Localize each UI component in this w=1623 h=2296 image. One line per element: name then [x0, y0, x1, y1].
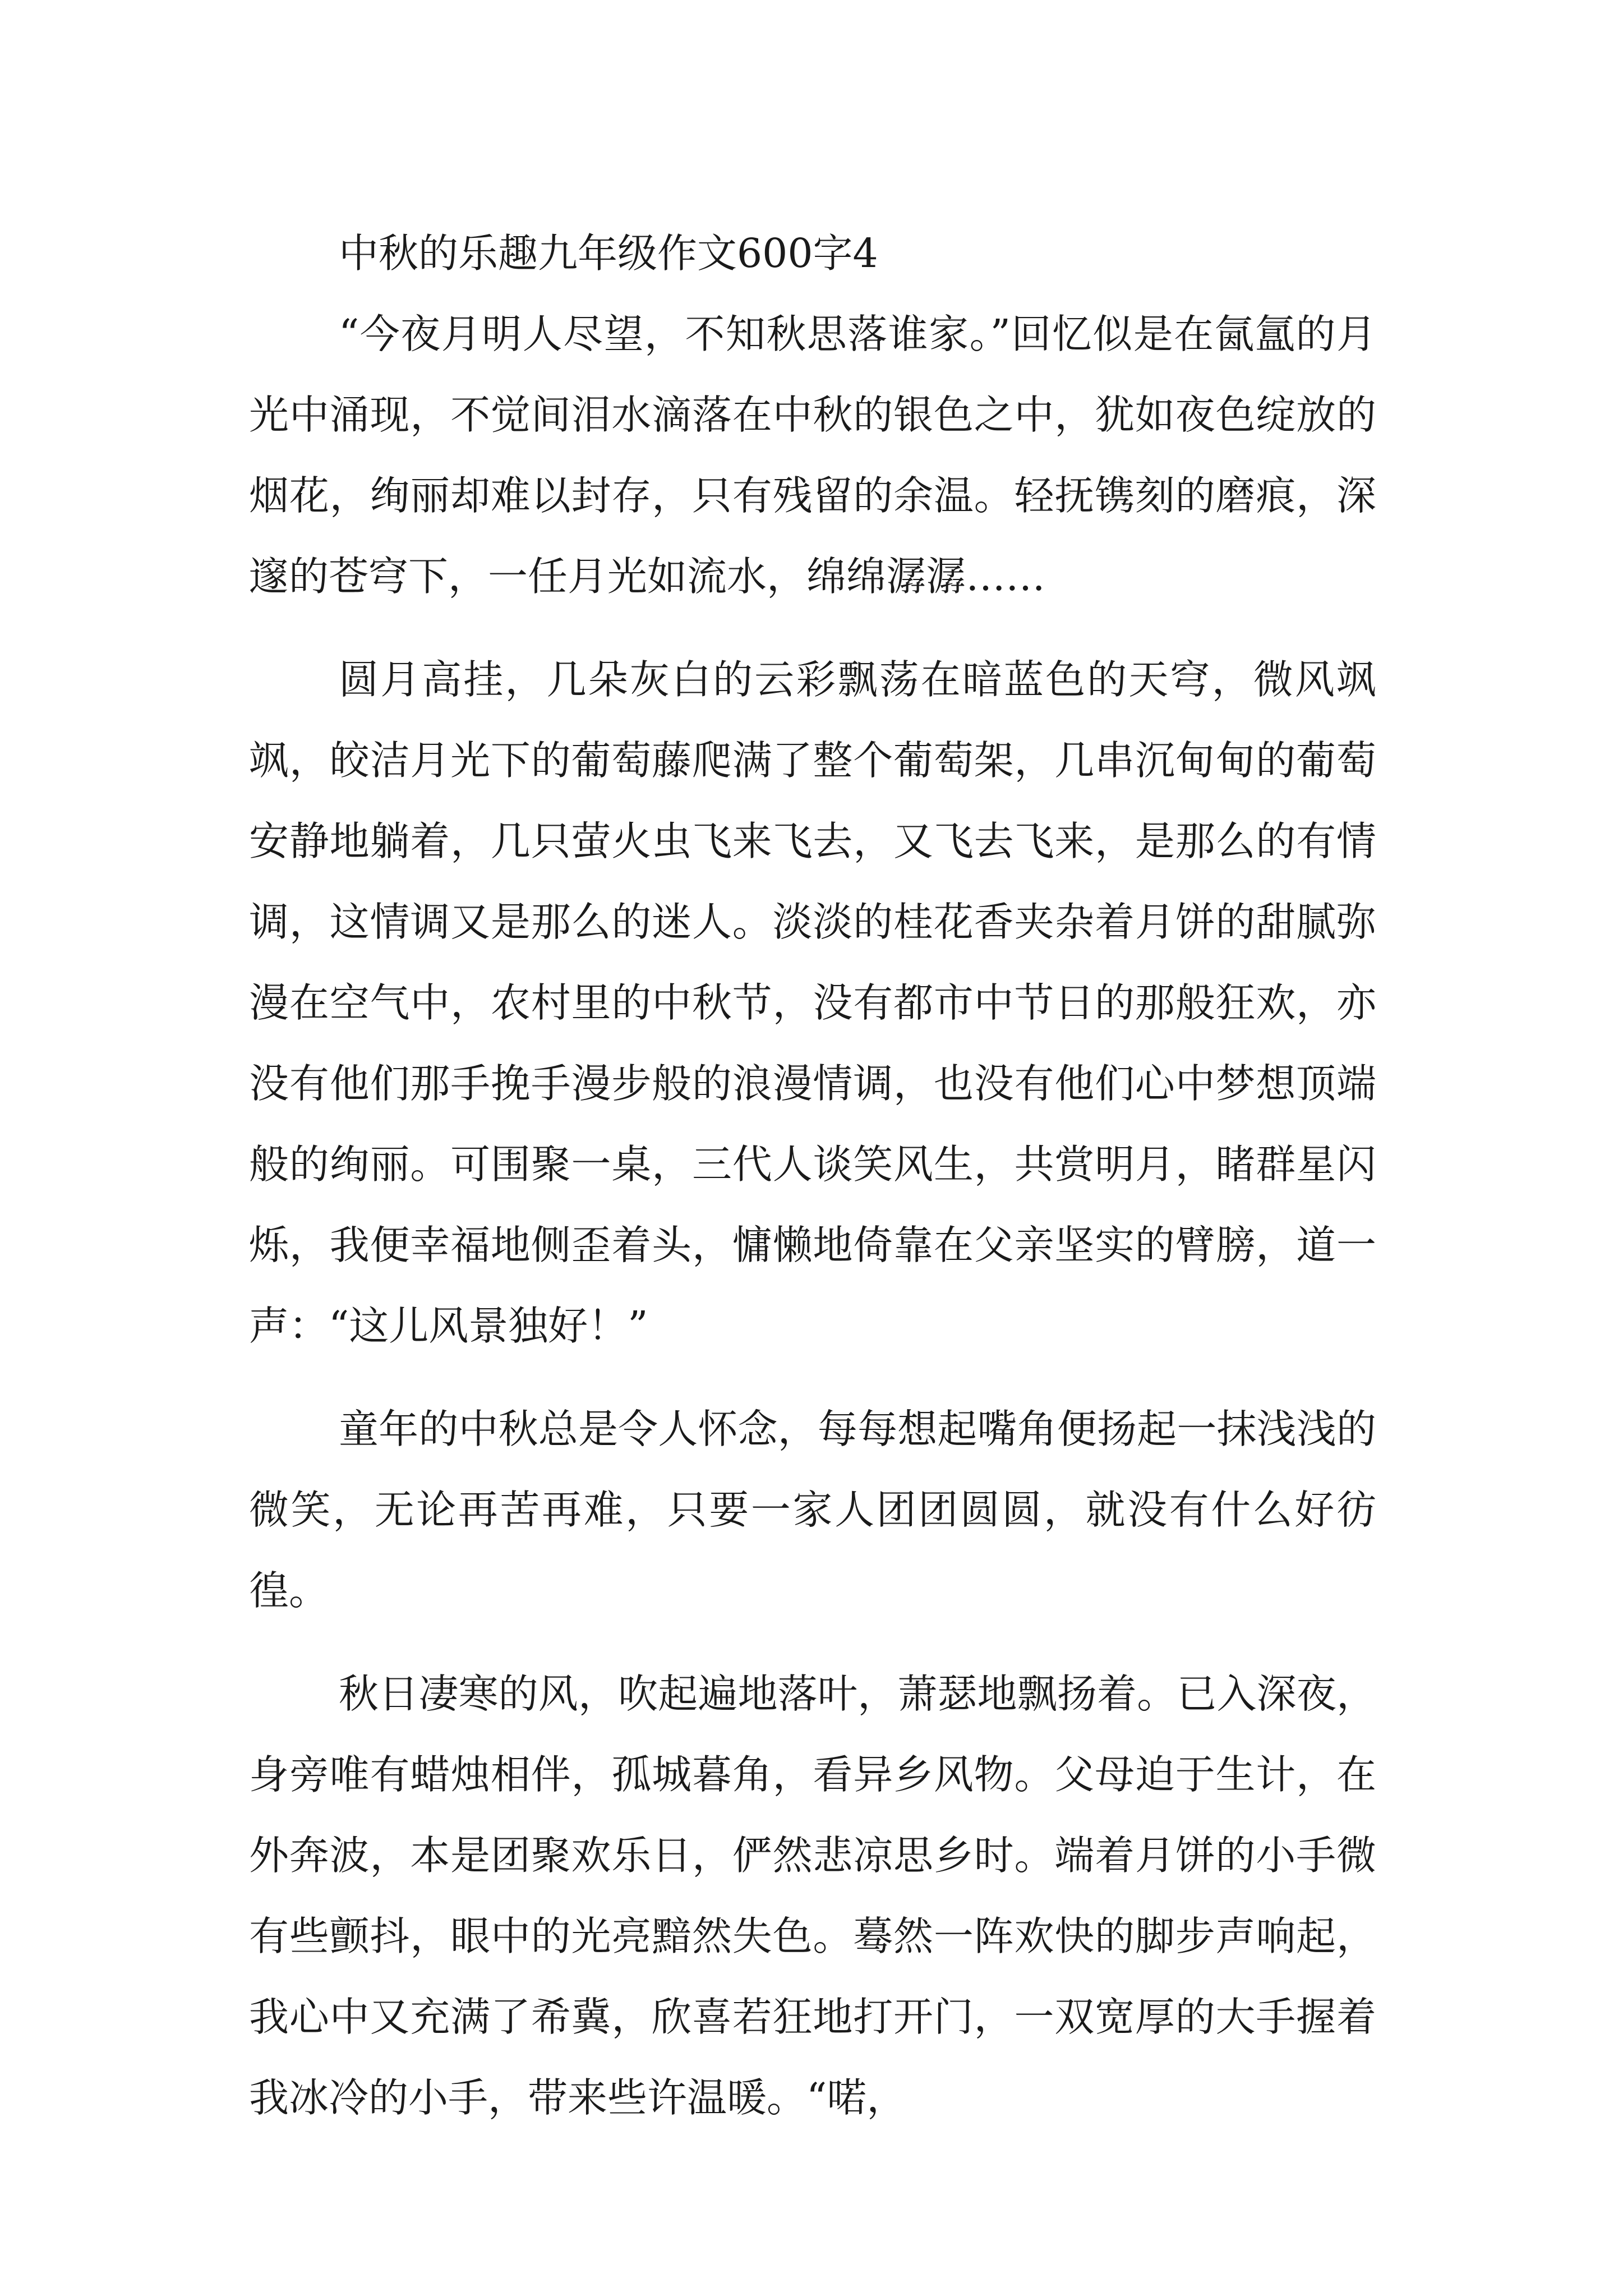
paragraph-4: 秋日凄寒的风，吹起遍地落叶，萧瑟地飘扬着。已入深夜，身旁唯有蜡烛相伴，孤城暮角，看异乡风物。父母迫于生计，在外奔波，本是团聚欢乐日，俨然悲凉思乡时。端着月饼的小手微有些颤抖，眼中的光亮黯然失色。蓦然一阵欢快的脚步声响起，我心中又充满了希冀，欣喜若狂地打开门，一双宽厚的大手握着我冰冷的小手，带来些许温暖。“喏，	[249, 1671, 1376, 2121]
paragraph-3: 童年的中秋总是令人怀念，每每想起嘴角便扬起一抹浅浅的微笑，无论再苦再难，只要一家人团团圆圆，就没有什么好彷徨。	[249, 1406, 1376, 1614]
paragraph-2: 圆月高挂，几朵灰白的云彩飘荡在暗蓝色的天穹，微风飒飒，皎洁月光下的葡萄藤爬满了整个葡萄架，几串沉甸甸的葡萄安静地躺着，几只萤火虫飞来飞去，又飞去飞来，是那么的有情调，这情调又是那么的迷人。淡淡的桂花香夹杂着月饼的甜腻弥漫在空气中，农村里的中秋节，没有都市中节日的那般狂欢，亦没有他们那手挽手漫步般的浪漫情调，也没有他们心中梦想顶端般的绚丽。可围聚一桌，三代人谈笑风生，共赏明月，睹群星闪烁，我便幸福地侧歪着头，慵懒地倚靠在父亲坚实的臂膀，道一声：“这儿风景独好！”	[249, 656, 1376, 1349]
essay-title: 中秋的乐趣九年级作文600字4	[339, 230, 878, 277]
paragraph-1: “今夜月明人尽望，不知秋思落谁家。”回忆似是在氤氲的月光中涌现，不觉间泪水滴落在中秋的银色之中，犹如夜色绽放的烟花，绚丽却难以封存，只有残留的余温。轻抚镌刻的磨痕，深邃的苍穹下，一任月光如流水，绵绵潺潺……	[249, 311, 1376, 600]
document-body	[249, 213, 1376, 2161]
